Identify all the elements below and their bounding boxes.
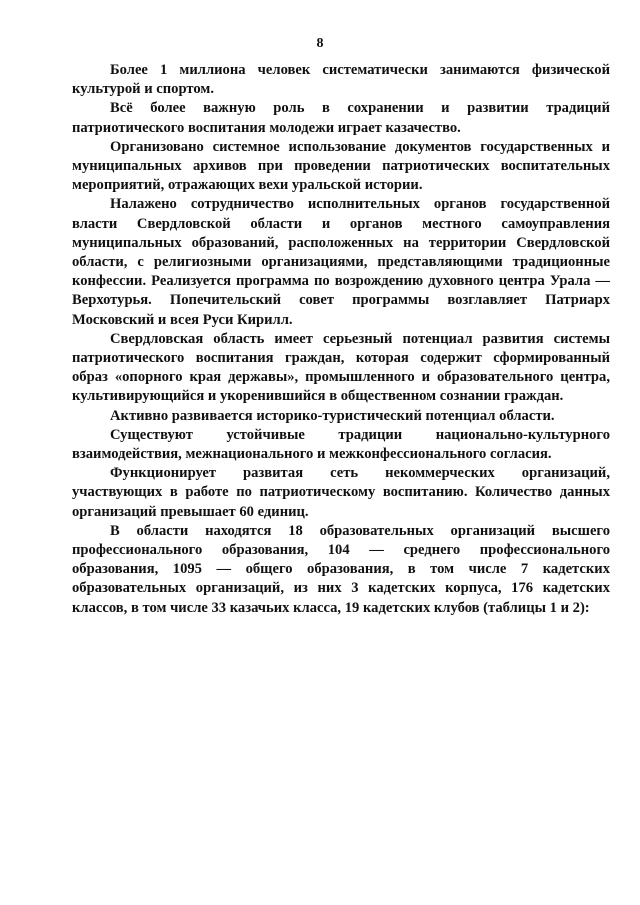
paragraph-nonprofits: Функционирует развитая сеть некоммерческих организаций, участвующих в работе по патриотическому воспитанию. Количество данных организаций превышает 60 единиц. [72,465,610,520]
paragraph-traditions: Существуют устойчивые традиции национально-культурного взаимодействия, межнационального и межконфессионального согласия. [72,426,610,463]
paragraph-cossacks: Всё более важную роль в сохранении и развитии традиций патриотического воспитания молодежи играет казачество. [72,100,610,136]
page-number: 8 [316,36,324,51]
paragraph-archives: Организовано системное использование документов государственных и муниципальных архивов при проведении патриотических воспитательных мероприятий, отражающих вехи уральской истории. [72,138,610,194]
paragraph-religious-cooperation: Налажено сотрудничество исполнительных органов государственной власти Свердловской области и органов местного самоуправления муниципальных образований, расположенных на территории Свердловской области, с религиозными организациями, представляющими традиционные конфессии. Реализуется программа по возрождению духовного центра Урала — Верхотурья. Попечительский совет программы возглавляет Патриарх Московский и всея Руси Кирилл. [72,196,610,328]
document-body [72,61,610,618]
paragraph-regional-potential: Свердловская область имеет серьезный потенциал развития системы патриотического воспитания граждан, которая содержит сформированный образ «опорного края державы», промышленного и образовательного центра, культивирующийся и укоренившийся в общественном сознании граждан. [72,330,610,405]
paragraph-education: В области находятся 18 образовательных организаций высшего профессионального образования, 104 — среднего профессионального образования, 1095 — общего образования, в том числе 7 кадетских образовательных организаций, из них 3 кадетских корпуса, 176 кадетских классов, в том числе 33 казачьих класса, 19 кадетских клубов (таблицы 1 и 2): [72,522,610,616]
paragraph-tourism: Активно развивается историко-туристический потенциал области. [110,407,555,424]
paragraph-sports: Более 1 миллиона человек систематически занимаются физической культурой и спортом. [72,62,610,98]
